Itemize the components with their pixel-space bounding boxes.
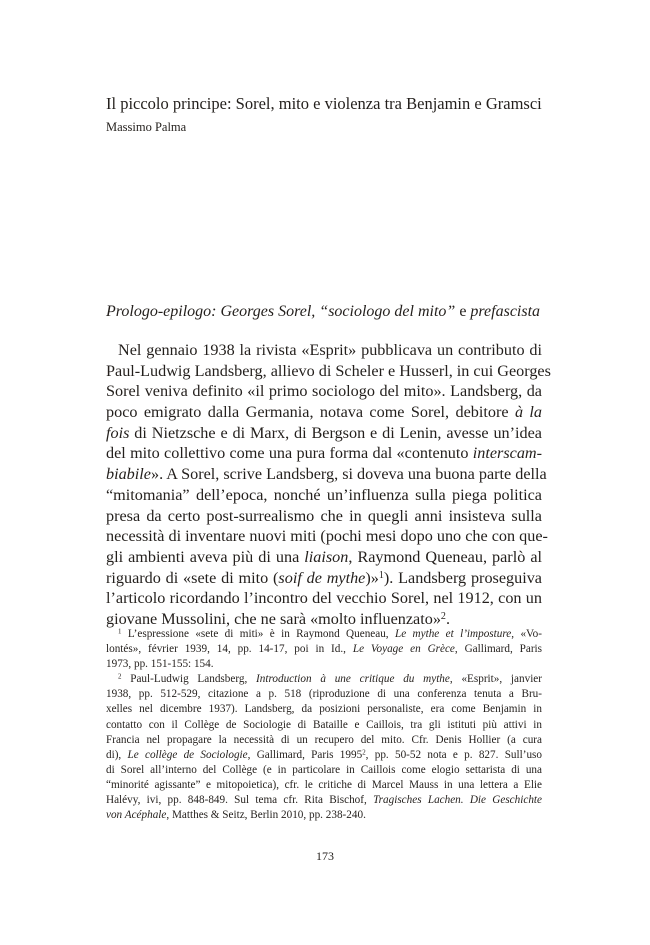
footnote-line: xelles nel dicembre 1937). Landsberg, da posizioni personaliste, era come Benjamin in xyxy=(106,703,542,716)
section-heading-part: prefascista xyxy=(470,303,541,320)
italic-phrase: biabile xyxy=(106,465,151,484)
paragraph-line xyxy=(106,443,542,464)
italic-phrase: soif de mythe xyxy=(278,568,366,587)
section-heading-part: Prologo-epilogo: Georges Sorel, “sociologo del mito” xyxy=(106,303,456,320)
italic-phrase: liaison xyxy=(304,547,349,566)
text-run: , pp. 50-52 nota e p. 827. Sull’uso xyxy=(365,748,542,761)
paragraph-line: Paul-Ludwig Landsberg, allievo di Scheler e Husserl, in cui Georges xyxy=(106,361,551,380)
paragraph-line: Nel gennaio 1938 la rivista «Esprit» pubblicava un contributo di xyxy=(118,341,542,359)
footnote-reference: 2 xyxy=(440,610,446,622)
footnote-line xyxy=(106,642,542,657)
text-run: ). Landsberg proseguiva xyxy=(383,568,542,587)
text-run: Halévy, ivi, pp. 848-849. Sul tema cfr. Rita Bischof, xyxy=(106,794,367,807)
text-run: L’espressione «sete di miti» è in Raymond Queneau, xyxy=(121,628,389,640)
italic-phrase: à la xyxy=(514,403,543,422)
italic-phrase: Tragisches Lachen. Die Geschichte xyxy=(373,794,542,807)
text-run: di Nietzsche e di Marx, di Bergson e di Lenin, avesse un’idea xyxy=(134,423,542,442)
paragraph-line xyxy=(106,402,542,423)
text-run: )» xyxy=(365,568,379,587)
paragraph-line xyxy=(106,423,542,444)
italic-phrase: fois xyxy=(106,423,130,442)
text-run: Paul-Ludwig Landsberg, xyxy=(121,673,248,686)
italic-phrase: Le Voyage en Grèce xyxy=(352,643,455,656)
italic-phrase: von Acéphale xyxy=(106,809,167,822)
italic-phrase: Le mythe et l’imposture xyxy=(394,628,512,640)
text-run: , Gallimard, Paris 1995 xyxy=(247,748,363,761)
footnote-reference: 1 xyxy=(378,569,384,581)
italic-phrase: interscam- xyxy=(472,444,543,463)
section-heading xyxy=(106,303,540,321)
text-run: , Gallimard, Paris xyxy=(454,643,543,656)
footnote-line: di Sorel all’interno del Collège (e in particolare in Caillois come elogio settarista di una xyxy=(106,763,542,776)
text-run: gli ambienti aveva più di una xyxy=(106,547,300,566)
text-run: poco emigrato dalla Germania, notava come Sorel, debitore xyxy=(106,403,509,422)
footnote-line: 1973, pp. 151-155: 154. xyxy=(106,658,214,671)
footnote-line xyxy=(106,672,542,687)
footnote-line: 1938, pp. 512-529, citazione a p. 518 (riproduzione di una conferenza tenuta a Bru- xyxy=(106,688,542,701)
footnote-line xyxy=(106,627,542,642)
paragraph-line: “mitomania” dell’epoca, nonché un’influenza sulla piega politica xyxy=(106,485,542,504)
italic-phrase: Le collège de Sociologie xyxy=(127,748,248,761)
text-run: lontés», février 1939, 14, pp. 14-17, poi in Id., xyxy=(106,643,346,656)
italic-phrase: Introduction à une critique du mythe xyxy=(256,673,450,686)
paragraph-line: Sorel veniva definito «il primo sociologo del mito». Landsberg, da xyxy=(106,382,542,401)
footnote-number: 2 xyxy=(118,672,122,681)
text-run: riguardo di «sete di mito ( xyxy=(106,568,279,587)
footnote-line xyxy=(106,793,542,808)
text-run: . xyxy=(445,609,450,628)
paragraph-line xyxy=(106,568,542,589)
text-run: di), xyxy=(106,748,122,761)
footnote-number: 1 xyxy=(118,627,122,636)
text-run: , «Vo- xyxy=(511,628,542,640)
footnote-line: “minorité agissante” e mitopoietica), cfr. le critiche di Marcel Mauss in una lettera a Elie xyxy=(106,778,542,791)
text-run: , Matthes & Seitz, Berlin 2010, pp. 238-240. xyxy=(166,809,366,822)
text-run: ». A Sorel, scrive Landsberg, si doveva una buona parte della xyxy=(150,465,547,484)
footnote-line xyxy=(106,748,542,763)
footnotes xyxy=(106,627,542,823)
footnote-line xyxy=(106,808,542,823)
page-number: 173 xyxy=(316,849,334,863)
paragraph-line: l’articolo ricordando l’incontro del vecchio Sorel, nel 1912, con un xyxy=(106,589,542,608)
running-header-title: Il piccolo principe: Sorel, mito e violenza tra Benjamin e Gramsci xyxy=(106,94,542,113)
text-run: , Raymond Queneau, parlò al xyxy=(348,547,542,566)
text-run: , «Esprit», janvier xyxy=(449,673,542,686)
edition-superscript: 2 xyxy=(362,748,366,757)
running-header-author: Massimo Palma xyxy=(106,120,187,134)
text-run: del mito collettivo come una pura forma dal «contenuto xyxy=(106,444,469,463)
footnote-line: Francia nel propagare la necessità di un recupero del mito. Cfr. Denis Hollier (a cura xyxy=(106,733,542,746)
paragraph-line xyxy=(106,547,542,568)
body-paragraph xyxy=(106,340,551,630)
text-run: giovane Mussolini, che ne sarà «molto influenzato» xyxy=(106,609,441,628)
paragraph-line: necessità di inventare nuovi miti (pochi mesi dopo uno che con que- xyxy=(106,527,548,546)
paragraph-line xyxy=(106,464,547,485)
section-heading-conjunction: e xyxy=(455,303,471,320)
footnote-line: contatto con il Collège de Sociologie di Bataille e Caillois, tra gli istituti più attivi in xyxy=(106,718,542,731)
paragraph-line: presa da certo post-surrealismo che in quegli anni insisteva sulla xyxy=(106,506,542,525)
